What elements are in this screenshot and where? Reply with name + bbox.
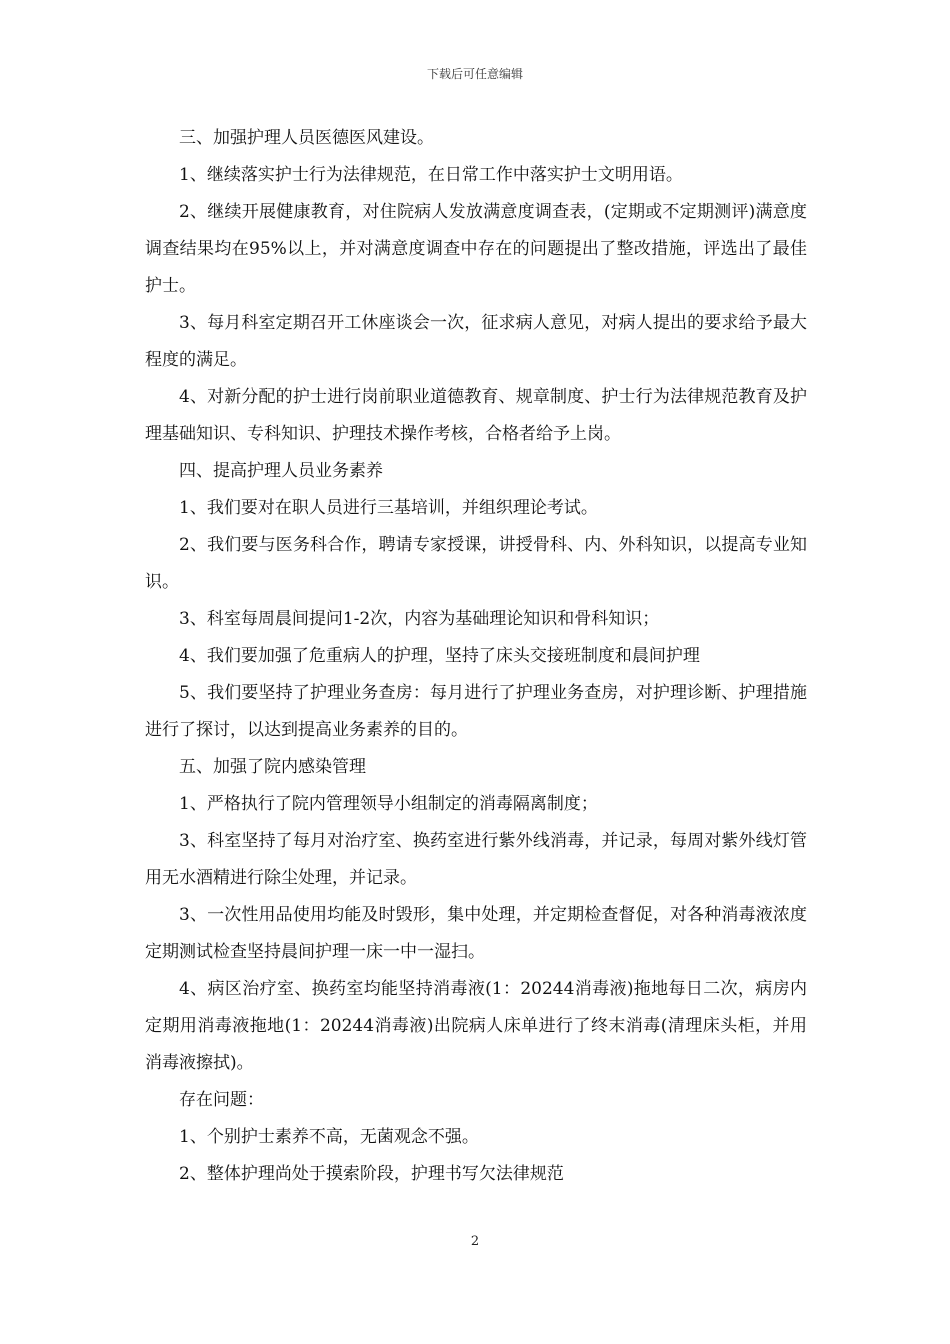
page-number: 2 (470, 1234, 480, 1249)
paragraph: 2、整体护理尚处于摸索阶段，护理书写欠法律规范 (179, 1164, 564, 1184)
paragraph: 3、每月科室定期召开工休座谈会一次，征求病人意见，对病人提出的要求给予最大程度的满足。 (145, 313, 807, 370)
document-body (145, 120, 807, 1193)
section-heading-4: 四、提高护理人员业务素养 (179, 461, 383, 481)
page-header-note: 下载后可任意编辑 (426, 67, 523, 81)
paragraph: 5、我们要坚持了护理业务查房：每月进行了护理业务查房，对护理诊断、护理措施进行了探讨，以达到提高业务素养的目的。 (145, 683, 807, 740)
paragraph: 1、严格执行了院内管理领导小组制定的消毒隔离制度； (179, 794, 598, 814)
paragraph: 3、一次性用品使用均能及时毁形，集中处理，并定期检查督促，对各种消毒液浓度定期测试检查坚持晨间护理一床一中一湿扫。 (145, 905, 807, 962)
paragraph: 2、继续开展健康教育，对住院病人发放满意度调查表，(定期或不定期测评)满意度调查结果均在95%以上，并对满意度调查中存在的问题提出了整改措施，评选出了最佳护士。 (145, 202, 807, 296)
paragraph: 3、科室每周晨间提问1-2次，内容为基础理论知识和骨科知识； (179, 609, 660, 629)
section-heading-5: 五、加强了院内感染管理 (179, 757, 366, 777)
paragraph: 1、个别护士素养不高，无菌观念不强。 (179, 1127, 479, 1147)
paragraph: 2、我们要与医务科合作，聘请专家授课，讲授骨科、内、外科知识，以提高专业知识。 (145, 535, 807, 592)
paragraph: 4、对新分配的护士进行岗前职业道德教育、规章制度、护士行为法律规范教育及护理基础知识、专科知识、护理技术操作考核，合格者给予上岗。 (145, 387, 807, 444)
paragraph: 4、我们要加强了危重病人的护理，坚持了床头交接班制度和晨间护理 (179, 646, 700, 666)
paragraph: 1、继续落实护士行为法律规范，在日常工作中落实护士文明用语。 (179, 165, 683, 185)
section-heading-3: 三、加强护理人员医德医风建设。 (179, 128, 434, 148)
paragraph: 4、病区治疗室、换药室均能坚持消毒液(1：20244消毒液)拖地每日二次，病房内定期用消毒液拖地(1：20244消毒液)出院病人床单进行了终末消毒(清理床头柜，并用消毒液擦拭)。 (145, 979, 807, 1073)
issues-heading: 存在问题： (179, 1090, 264, 1110)
paragraph: 1、我们要对在职人员进行三基培训，并组织理论考试。 (179, 498, 598, 518)
paragraph: 3、科室坚持了每月对治疗室、换药室进行紫外线消毒，并记录，每周对紫外线灯管用无水酒精进行除尘处理，并记录。 (145, 831, 807, 888)
